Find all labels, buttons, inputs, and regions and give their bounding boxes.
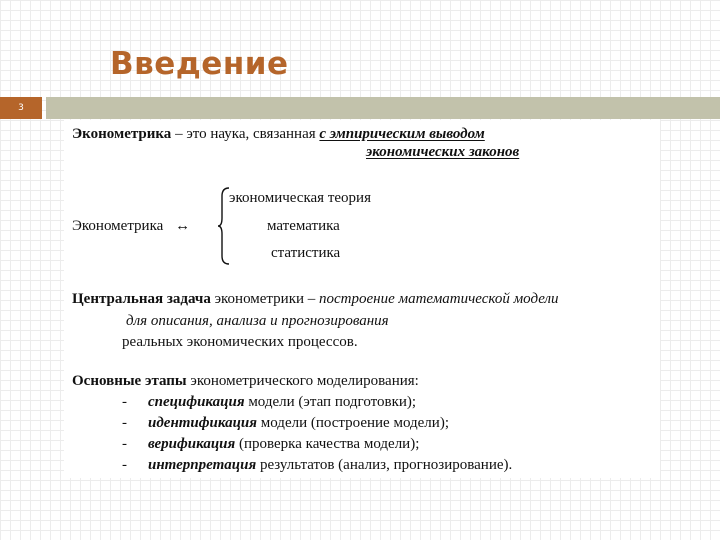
stage-desc: (проверка качества модели);	[235, 436, 420, 452]
composition-item: математика	[267, 218, 340, 234]
stage-desc: модели (этап подготовки);	[244, 394, 417, 410]
bullet-dash: -	[122, 394, 127, 410]
stage-item	[122, 456, 512, 474]
arrow-icon: ↔	[175, 218, 191, 234]
central-task-line-1	[72, 290, 559, 308]
stage-desc: результатов (анализ, прогнозирование).	[256, 457, 513, 473]
content-panel	[64, 120, 660, 478]
composition-term-line	[72, 217, 190, 235]
central-task-text-1: построение математической модели	[319, 291, 559, 307]
stage-item	[122, 435, 419, 453]
definition-term: Эконометрика	[72, 126, 172, 142]
slide-title: Введение	[110, 46, 289, 82]
central-task-text-2: для описания, анализа и прогнозирования	[126, 313, 389, 329]
composition-item: статистика	[271, 245, 341, 261]
central-task-middle: эконометрики –	[210, 291, 320, 307]
header-bar	[46, 97, 720, 119]
definition-object-1: с эмпирическим выводом	[319, 126, 485, 142]
composition-item: экономическая теория	[229, 190, 371, 206]
definition-object-2: экономических законов	[366, 144, 520, 160]
bullet-dash: -	[122, 457, 127, 473]
definition-line-1	[72, 125, 485, 143]
stages-label: Основные этапы	[72, 373, 187, 389]
definition-middle: – это наука, связанная	[171, 126, 320, 142]
stages-rest: эконометрического моделирования:	[186, 373, 419, 389]
central-task-label: Центральная задача	[72, 291, 211, 307]
stage-term: спецификация	[148, 394, 245, 410]
stage-term: интерпретация	[148, 457, 257, 473]
stage-term: верификация	[148, 436, 236, 452]
stages-heading	[72, 372, 419, 390]
composition-term: Эконометрика	[72, 218, 164, 234]
bullet-dash: -	[122, 436, 127, 452]
stage-item	[122, 414, 449, 432]
stage-item	[122, 393, 416, 411]
stage-desc: модели (построение модели);	[257, 415, 449, 431]
stage-term: идентификация	[148, 415, 257, 431]
slide-number: 3	[0, 97, 42, 119]
bullet-dash: -	[122, 415, 127, 431]
definition-line-2	[366, 143, 519, 161]
central-task-text-3: реальных экономических процессов.	[122, 334, 358, 350]
